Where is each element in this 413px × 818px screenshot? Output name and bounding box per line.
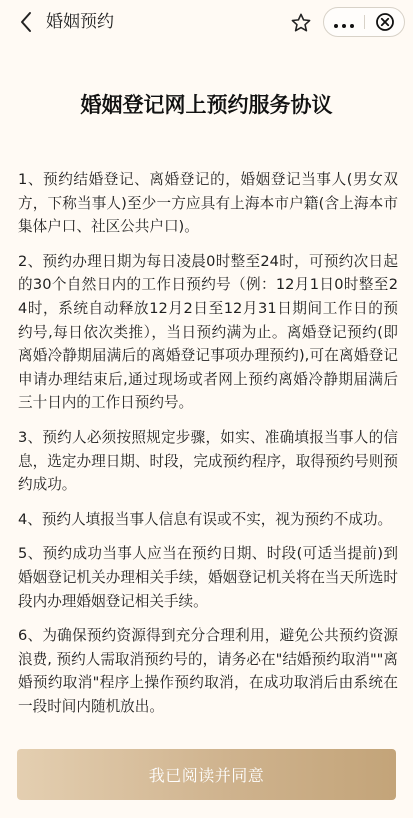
more-button[interactable] <box>324 8 364 36</box>
agreement-clause-2: 2、预约办理日期为每日凌晨0时整至24时，可预约次日起的30个自然日内的工作日预约号（例：12月1日0时整至24时，系统自动释放12月2日至12月31日期间工作日的预约号,每日依次类推），当日预约满为止。离婚登记预约(即离婚冷静期届满后的离婚登记事项办理预约),可在离婚登记申请办理结束后,通过现场或者网上预约离婚冷静期届满后三十日内的工作日预约号。 <box>18 252 398 412</box>
close-icon <box>375 12 395 32</box>
star-icon <box>290 12 312 34</box>
nav-title: 婚姻预约 <box>46 12 114 32</box>
navigation-bar <box>0 0 413 44</box>
agreement-clause-4: 4、预约人填报当事人信息有误或不实，视为预约不成功。 <box>18 510 393 528</box>
mini-program-capsule <box>323 7 405 37</box>
agreement-clause-1: 1、预约结婚登记、离婚登记的，婚姻登记当事人(男女双方，下称当事人)至少一方应具有上海本市户籍(含上海本市集体户口、社区公共户口)。 <box>18 171 398 236</box>
back-button[interactable] <box>12 8 40 36</box>
more-icon <box>332 13 356 32</box>
favorite-button[interactable] <box>288 10 314 36</box>
close-button[interactable] <box>365 8 405 36</box>
agreement-content <box>18 168 398 729</box>
agreement-clause-6: 6、为确保预约资源得到充分合理利用，避免公共预约资源浪费, 预约人需取消预约号的，请务必在"结婚预约取消""离婚预约取消"程序上操作预约取消，在成功取消后由系统在一段时间内随机放出。 <box>18 627 398 715</box>
agree-button[interactable]: 我已阅读并同意 <box>17 749 396 800</box>
agreement-title: 婚姻登记网上预约服务协议 <box>80 93 333 117</box>
back-icon <box>19 11 33 33</box>
agreement-clause-3: 3、预约人必须按照规定步骤，如实、准确填报当事人的信息，选定办理日期、时段，完成预约程序，取得预约号则预约成功。 <box>18 428 398 494</box>
agreement-clause-5: 5、预约成功当事人应当在预约日期、时段(可适当提前)到婚姻登记机关办理相关手续，婚姻登记机关将在当天所选时段内办理婚姻登记相关手续。 <box>18 545 398 610</box>
